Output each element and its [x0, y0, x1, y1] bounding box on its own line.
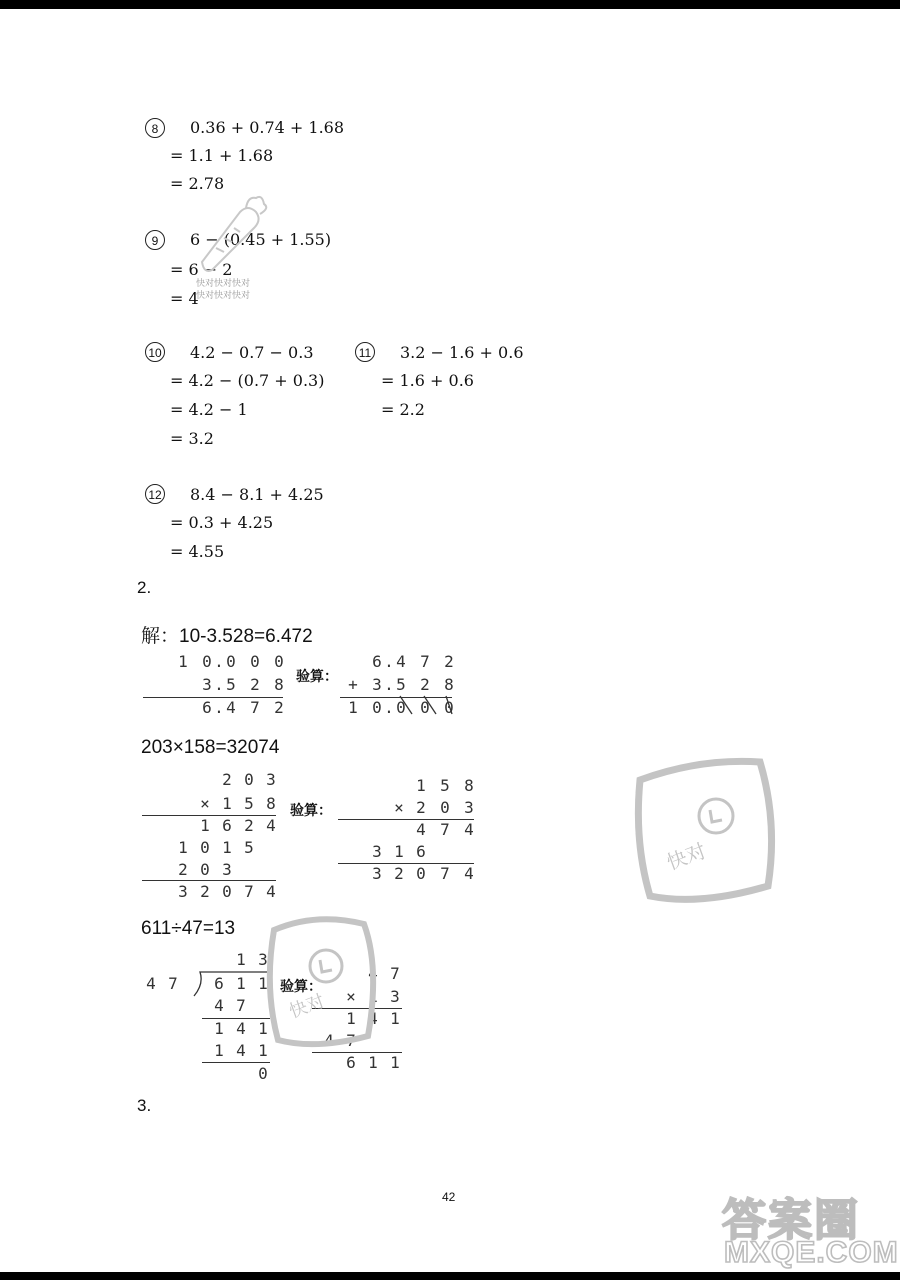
- column-digit: 0: [222, 882, 232, 901]
- stamp-watermark-icon-2: [630, 752, 782, 910]
- problem-11-line-2: = 1.6 + 0.6: [381, 371, 474, 390]
- watermark-text-1: 快对快对快对: [196, 278, 251, 288]
- problem-number-8: 8: [145, 118, 165, 138]
- column-digit: 4: [416, 820, 426, 839]
- section-3-label: 3.: [137, 1096, 152, 1115]
- verify-label-1: 验算：: [296, 669, 338, 685]
- column-digit: 7: [390, 964, 400, 983]
- column-digit: 7: [236, 996, 246, 1015]
- column-digit: 6: [416, 842, 426, 861]
- column-digit: ×: [200, 794, 210, 813]
- column-digit: 4: [266, 816, 276, 835]
- column-digit: 0: [440, 798, 450, 817]
- column-digit: 6: [214, 974, 224, 993]
- column-digit: 0: [250, 652, 260, 671]
- column-digit: 1: [258, 1019, 268, 1038]
- column-digit: 1: [346, 1009, 356, 1028]
- verify-label-3: 验算：: [280, 979, 322, 995]
- column-digit: 4: [324, 1031, 334, 1050]
- column-digit: 3: [390, 987, 400, 1006]
- column-digit: 5: [244, 838, 254, 857]
- column-digit: 0: [200, 860, 210, 879]
- column-digit: 5: [396, 675, 406, 694]
- column-digit: 1: [214, 1019, 224, 1038]
- problem-10-line-2: = 4.2 − (0.7 + 0.3): [170, 371, 325, 390]
- column-digit: 1: [348, 698, 358, 717]
- problem-12-line-3: = 4.55: [170, 542, 225, 561]
- column-digit: 2: [250, 675, 260, 694]
- site-watermark-title: 答案圈: [722, 1196, 860, 1245]
- problem-number-10: 10: [145, 342, 165, 362]
- column-digit: 0: [420, 698, 430, 717]
- column-digit: 1: [200, 816, 210, 835]
- column-digit: 3: [258, 950, 268, 969]
- column-digit: 0: [226, 652, 236, 671]
- column-digit: 7: [168, 974, 178, 993]
- column-digit: 7: [346, 1031, 356, 1050]
- problem-12-line-1: 8.4 − 8.1 + 4.25: [190, 485, 324, 504]
- column-digit: 6: [372, 652, 382, 671]
- column-digit: 4: [266, 882, 276, 901]
- column-digit: 5: [244, 794, 254, 813]
- column-digit: +: [348, 675, 358, 694]
- column-digit: 3: [372, 842, 382, 861]
- problem-number-11: 11: [355, 342, 375, 362]
- column-digit: 0: [202, 652, 212, 671]
- stamp-watermark-icon: [256, 908, 386, 1058]
- verify-label-2: 验算：: [290, 803, 332, 819]
- column-digit: .: [384, 698, 394, 717]
- carrot-watermark-icon: [190, 190, 270, 290]
- column-digit: 1: [368, 1053, 378, 1072]
- column-digit: 0: [416, 864, 426, 883]
- column-digit: 4: [464, 864, 474, 883]
- problem-number-9: 9: [145, 230, 165, 250]
- column-digit: 4: [236, 1041, 246, 1060]
- column-digit: 1: [258, 1041, 268, 1060]
- column-digit: 2: [222, 770, 232, 789]
- column-digit: 0: [258, 1064, 268, 1083]
- column-digit: 4: [396, 652, 406, 671]
- problem-10-line-3: = 4.2 − 1: [170, 400, 248, 419]
- problem-number-12: 12: [145, 484, 165, 504]
- column-digit: 2: [244, 816, 254, 835]
- column-digit: 1: [394, 842, 404, 861]
- column-digit: 5: [226, 675, 236, 694]
- column-digit: 1: [368, 987, 378, 1006]
- column-digit: 7: [250, 698, 260, 717]
- equation-multiplication: 203×158=32074: [141, 737, 280, 758]
- column-digit: 4: [236, 1019, 246, 1038]
- column-digit: 3: [372, 675, 382, 694]
- column-digit: 4: [368, 964, 378, 983]
- column-digit: 2: [178, 860, 188, 879]
- column-digit: 3: [178, 882, 188, 901]
- column-digit: 4: [146, 974, 156, 993]
- column-digit: 6: [346, 1053, 356, 1072]
- column-digit: 7: [440, 864, 450, 883]
- column-digit: 3: [266, 770, 276, 789]
- column-digit: 0: [396, 698, 406, 717]
- column-digit: 1: [416, 776, 426, 795]
- column-digit: 1: [258, 974, 268, 993]
- column-digit: 7: [244, 882, 254, 901]
- column-digit: 1: [222, 838, 232, 857]
- column-digit: 1: [178, 838, 188, 857]
- column-digit: 4: [464, 820, 474, 839]
- column-digit: 0: [274, 652, 284, 671]
- column-digit: 2: [444, 652, 454, 671]
- carry-marks-icon: [394, 692, 454, 720]
- column-digit: 8: [464, 776, 474, 795]
- column-digit: 3: [464, 798, 474, 817]
- site-watermark-url: MXQE.COM: [724, 1236, 899, 1269]
- svg-text:快对: 快对: [663, 838, 710, 875]
- problem-11-line-3: = 2.2: [381, 400, 425, 419]
- problem-8-line-2: = 1.1 + 1.68: [170, 146, 274, 165]
- column-digit: 3: [222, 860, 232, 879]
- column-digit: 1: [390, 1053, 400, 1072]
- column-digit: 8: [444, 675, 454, 694]
- column-digit: 6: [222, 816, 232, 835]
- column-digit: .: [214, 652, 224, 671]
- equation-division: 611÷47=13: [141, 918, 236, 939]
- column-digit: 3: [202, 675, 212, 694]
- watermark-text-2: 快对快对快对: [196, 290, 251, 300]
- column-digit: .: [214, 675, 224, 694]
- column-digit: .: [384, 675, 394, 694]
- problem-11-line-1: 3.2 − 1.6 + 0.6: [400, 343, 524, 362]
- problem-8-line-1: 0.36 + 0.74 + 1.68: [190, 118, 345, 137]
- column-digit: 2: [200, 882, 210, 901]
- column-digit: 0: [200, 838, 210, 857]
- column-digit: .: [384, 652, 394, 671]
- problem-12-line-2: = 0.3 + 4.25: [170, 513, 274, 532]
- column-digit: 1: [236, 974, 246, 993]
- column-digit: 4: [214, 996, 224, 1015]
- problem-9-line-2: = 6 − 2: [170, 260, 233, 279]
- problem-9-line-1: 6 − (0.45 + 1.55): [190, 230, 332, 249]
- column-digit: 7: [420, 652, 430, 671]
- column-digit: 2: [274, 698, 284, 717]
- column-digit: 4: [368, 1009, 378, 1028]
- page-number: 42: [442, 1190, 456, 1204]
- column-digit: 0: [372, 698, 382, 717]
- equation-subtraction: 解：10-3.528=6.472: [141, 626, 313, 647]
- column-digit: 8: [266, 794, 276, 813]
- column-digit: 1: [222, 794, 232, 813]
- column-digit: 1: [390, 1009, 400, 1028]
- bottom-border: [0, 1272, 900, 1280]
- column-digit: 0: [244, 770, 254, 789]
- column-digit: 3: [372, 864, 382, 883]
- problem-10-line-4: = 3.2: [170, 429, 214, 448]
- problem-8-line-3: = 2.78: [170, 174, 225, 193]
- column-digit: .: [214, 698, 224, 717]
- column-digit: 8: [274, 675, 284, 694]
- column-digit: ×: [394, 798, 404, 817]
- column-digit: 1: [236, 950, 246, 969]
- problem-9-line-3: = 4: [170, 289, 199, 308]
- column-digit: 5: [440, 776, 450, 795]
- column-digit: 2: [420, 675, 430, 694]
- problem-10-line-1: 4.2 − 0.7 − 0.3: [190, 343, 314, 362]
- column-digit: 0: [444, 698, 454, 717]
- column-digit: 6: [202, 698, 212, 717]
- svg-text:快对: 快对: [286, 990, 328, 1023]
- column-digit: 2: [416, 798, 426, 817]
- column-digit: 7: [440, 820, 450, 839]
- column-digit: 2: [394, 864, 404, 883]
- section-2-label: 2.: [137, 578, 152, 597]
- column-digit: ×: [346, 987, 356, 1006]
- column-digit: 1: [214, 1041, 224, 1060]
- column-digit: 1: [178, 652, 188, 671]
- column-digit: 4: [226, 698, 236, 717]
- top-border: [0, 0, 900, 9]
